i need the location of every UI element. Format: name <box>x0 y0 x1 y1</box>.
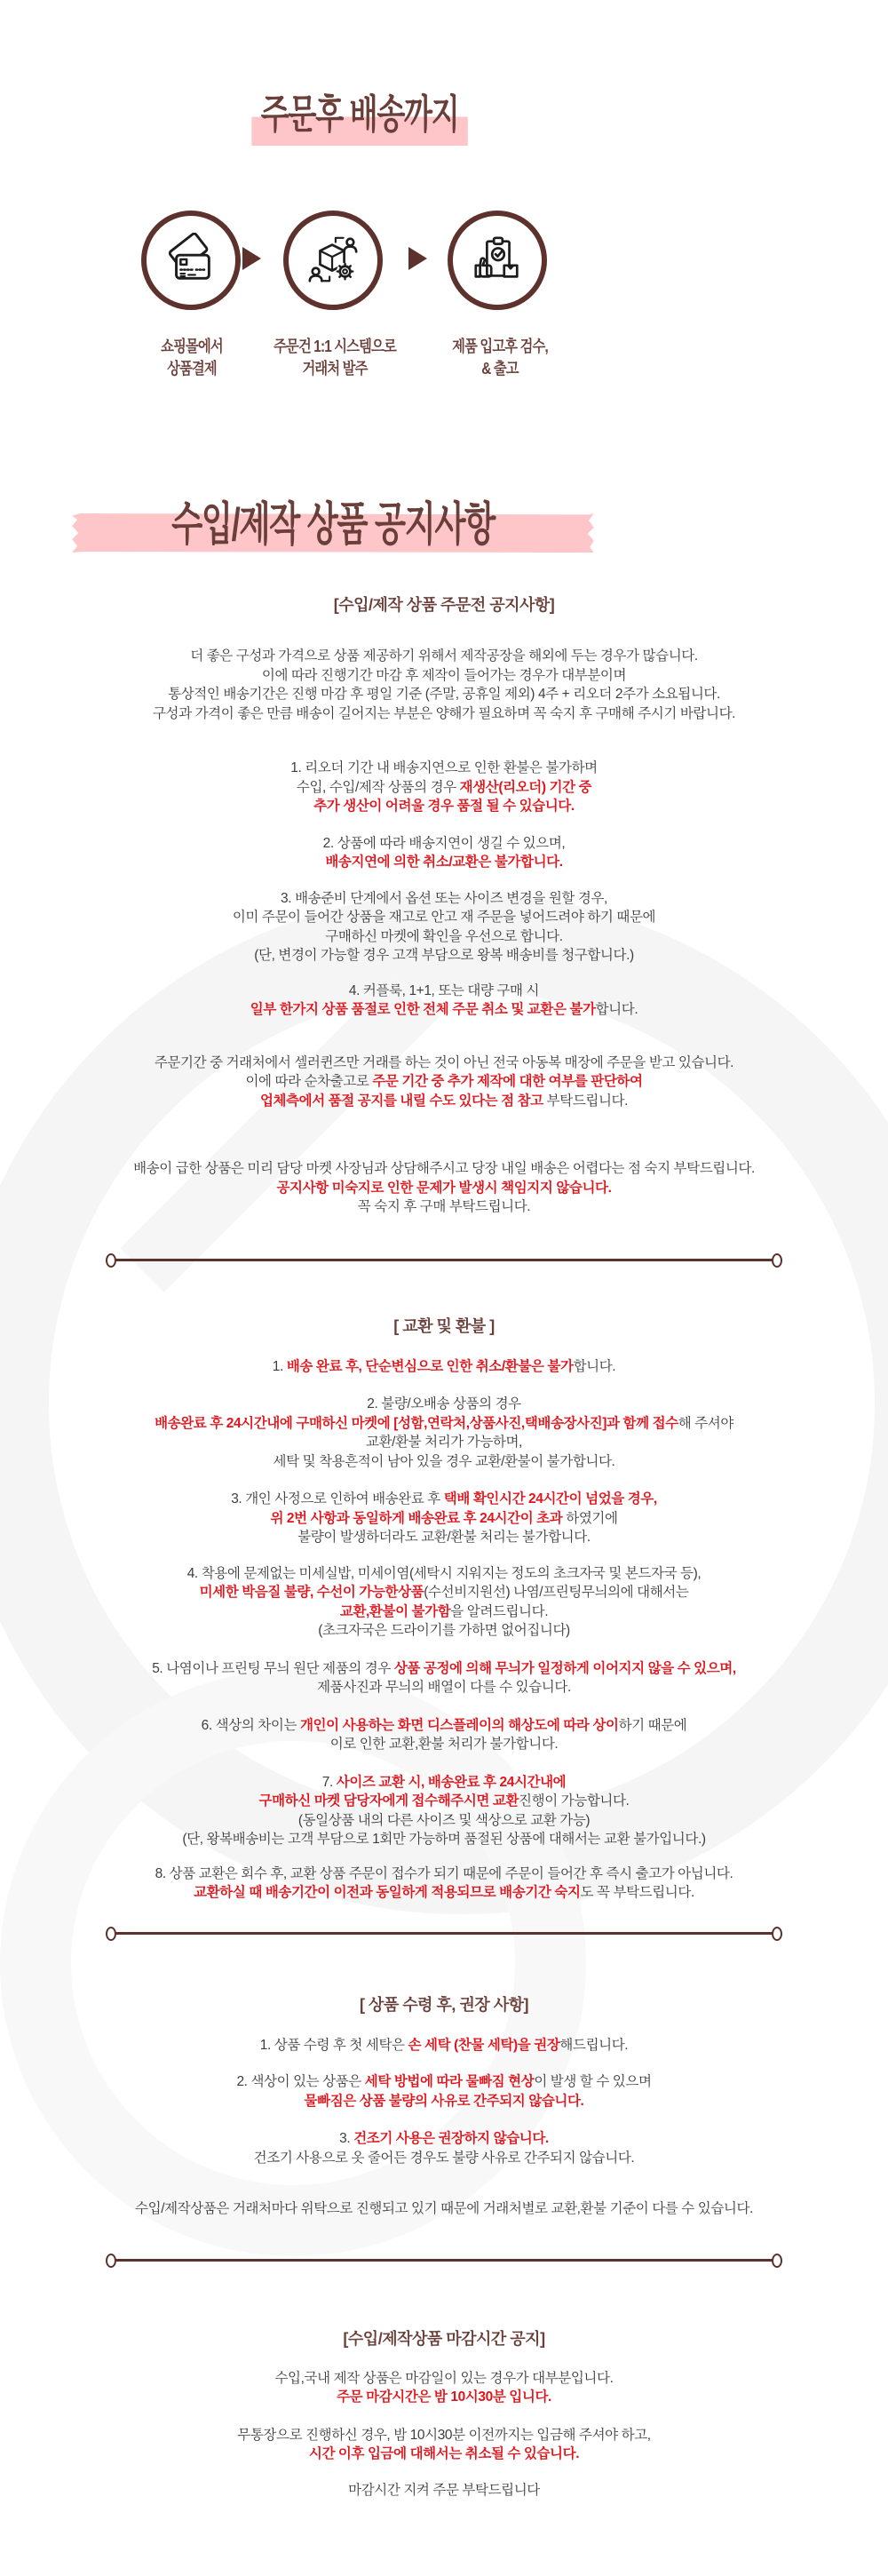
text-line <box>53 666 835 686</box>
alert-text-run: 배송완료 후 24시간내에 구매하신 마켓에 [성함,연락처,상품사진,택배송장사진]과 함께 접수 <box>155 1415 678 1431</box>
text-line <box>53 1159 835 1179</box>
text-run: 불량이 발생하더라도 교환/환불 처리는 불가합니다. <box>297 1530 591 1545</box>
text-line <box>53 685 835 704</box>
text-block <box>53 2199 835 2219</box>
text-line <box>53 1583 835 1602</box>
text-run: 제품사진과 무늬의 배열이 다를 수 있습니다. <box>317 1680 571 1695</box>
text-line <box>53 1735 835 1754</box>
divider-line <box>115 2259 773 2262</box>
divider-ring-icon <box>772 2254 782 2268</box>
text-line <box>53 2481 835 2500</box>
notice-banner-title <box>102 487 564 553</box>
divider-line <box>115 1259 773 1261</box>
divider-line <box>115 1932 773 1935</box>
text-line <box>53 2426 835 2445</box>
text-line <box>53 2199 835 2219</box>
notice-banner-text: 수입/제작 상품 공지사항 <box>171 499 495 551</box>
text-run: 이로 인한 교환,환불 처리가 불가합니다. <box>329 1737 559 1752</box>
text-block <box>53 2481 835 2500</box>
alert-text-run: 미세한 박음질 불량, 수선이 가능한상품 <box>199 1585 424 1600</box>
text-run: 4. 커플룩, 1+1, 또는 대량 구매 시 <box>348 982 540 998</box>
text-run: 7. <box>321 1774 337 1790</box>
text-run: 8. 상품 교환은 회수 후, 교환 상품 주문이 접수가 되기 때문에 주문이 들어간 후 즉시 출고가 아닙니다. <box>155 1865 733 1881</box>
step-label-line: 제품 입고후 검수, <box>452 338 548 355</box>
order-system-icon <box>305 233 361 288</box>
text-block <box>53 2129 835 2167</box>
text-block <box>53 1659 835 1697</box>
section-heading: [수입/제작상품 마감시간 공지] <box>343 2329 545 2348</box>
arrow-right-icon <box>408 247 427 270</box>
alert-text-run: 사이즈 교환 시, 배송완료 후 24시간내에 <box>336 1774 567 1790</box>
text-run: 4. 착용에 문제없는 미세실밥, 미세이염(세탁시 지워지는 정도의 초크자국 및 본드자국 등), <box>186 1565 702 1581</box>
step-label-line: 상품결제 <box>167 360 217 378</box>
text-run: (수선비지원선) 나염/프린팅무늬의에 대해서는 <box>424 1585 689 1600</box>
text-line <box>53 1414 835 1434</box>
text-line <box>53 2129 835 2149</box>
text-line <box>53 1197 835 1217</box>
text-run: 3. 배송준비 단계에서 옵션 또는 사이즈 변경을 원할 경우, <box>281 890 607 906</box>
alert-text-run: 물빠짐은 상품 불량의 사유로 간주되지 않습니다. <box>304 2093 584 2109</box>
text-line <box>53 1490 835 1509</box>
text-block <box>53 1490 835 1547</box>
text-run: (초크자국은 드라이기를 가하면 없어집니다) <box>318 1623 570 1638</box>
alert-text-run: 주문 마감시간은 밤 10시30분 입니다. <box>337 2389 551 2405</box>
text-run: 꼭 숙지 후 구매 부탁드립니다. <box>357 1199 531 1214</box>
text-line <box>53 1053 835 1073</box>
step-label-line: 거래처 발주 <box>302 360 368 378</box>
text-line <box>53 1883 835 1903</box>
text-run: 교환/환불 처리가 가능하며, <box>366 1435 522 1450</box>
alert-text-run: 세탁 방법에 따라 물빠짐 현상 <box>364 2074 535 2089</box>
notice-sections <box>53 595 835 2553</box>
alert-text-run: 공지사항 미숙지로 인한 문제가 발생시 책임지지 않습니다. <box>276 1180 612 1196</box>
step-label-line: 쇼핑몰에서 <box>161 338 223 355</box>
text-line <box>53 704 835 724</box>
text-line <box>53 1092 835 1111</box>
alert-text-run: 구매하신 마켓 담당자에게 접수해주시면 교환 <box>258 1793 519 1809</box>
alert-text-run: 추가 생산이 어려울 경우 품절 될 수 있습니다. <box>313 799 575 814</box>
text-run: 구매하신 마켓에 확인을 우선으로 합니다. <box>325 928 563 944</box>
text-line <box>53 1830 835 1849</box>
text-run: 하기 때문에 <box>618 1717 687 1733</box>
step-label-inspection <box>385 336 615 380</box>
text-line <box>53 1509 835 1529</box>
order-process-diagram <box>0 211 888 317</box>
text-run: 2. 상품에 따라 배송지연이 생길 수 있으며, <box>322 835 566 851</box>
alert-text-run: 손 세탁 (찬물 세탁)을 권장 <box>408 2037 560 2053</box>
text-line <box>53 2036 835 2055</box>
text-run: 1. 리오더 기간 내 배송지연으로 인한 환불은 불가하며 <box>290 760 598 775</box>
alert-text-run: 건조기 사용은 권장하지 않습니다. <box>353 2131 549 2146</box>
text-run: 3. <box>339 2131 354 2146</box>
text-block <box>53 1564 835 1641</box>
text-run: 주문기간 중 거래처에서 셀러퀸즈만 거래를 하는 것이 아닌 전국 아동복 매장에 주문을 받고 있습니다. <box>154 1054 734 1070</box>
text-line <box>53 834 835 854</box>
text-line <box>53 2388 835 2407</box>
text-run: 통상적인 배송기간은 진행 마감 후 평일 기준 (주말, 공휴일 제외) 4주 + 리오더 2주가 소요됩니다. <box>168 687 720 702</box>
section-divider <box>106 1254 782 1267</box>
alert-text-run: 택배 확인시간 24시간이 넘었을 경우, <box>443 1491 657 1507</box>
text-line <box>53 1678 835 1697</box>
text-block <box>53 889 835 966</box>
text-run: 더 좋은 구성과 가격으로 상품 제공하기 위해서 제작공장을 해외에 두는 경우가 많습니다. <box>190 648 698 664</box>
section-exchange-refund <box>53 1316 835 1940</box>
step-label-line: 주문건 1:1 시스템으로 <box>274 338 396 355</box>
text-run: 무통장으로 진행하신 경우, 밤 10시30분 이전까지는 입금해 주셔야 하고, <box>237 2427 651 2443</box>
text-line <box>53 1072 835 1092</box>
text-line <box>53 647 835 666</box>
text-line <box>53 1433 835 1452</box>
text-block <box>53 982 835 1020</box>
step-label-line: & 출고 <box>481 360 519 378</box>
text-run: 해 주셔야 <box>678 1415 733 1431</box>
alert-text-run: 개인이 사용하는 화면 디스플레이의 해상도에 따라 상이 <box>299 1717 619 1733</box>
package-inspection-icon <box>470 233 525 288</box>
text-run: 세탁 및 착용흔적이 남아 있을 경우 교환/환불이 불가합니다. <box>273 1453 615 1469</box>
text-block <box>53 2369 835 2407</box>
text-run: 6. 색상의 차이는 <box>201 1717 300 1733</box>
page-title <box>214 82 506 146</box>
text-line <box>53 1357 835 1377</box>
text-block <box>53 1716 835 1754</box>
text-line <box>53 797 835 816</box>
text-block <box>53 2426 835 2464</box>
step-payment-circle <box>141 211 241 310</box>
text-line <box>53 908 835 927</box>
text-line <box>53 2445 835 2464</box>
text-block <box>53 1864 835 1903</box>
text-line <box>53 1452 835 1472</box>
text-line <box>53 1773 835 1793</box>
text-run: 해드립니다. <box>559 2037 629 2053</box>
text-line <box>53 1864 835 1884</box>
text-line <box>53 889 835 909</box>
text-line <box>53 2072 835 2092</box>
text-line <box>53 1811 835 1831</box>
text-line <box>53 778 835 798</box>
section-divider <box>106 2254 782 2267</box>
text-block <box>53 1159 835 1217</box>
text-run: (단, 변경이 가능할 경우 고객 부담으로 왕복 배송비를 청구합니다.) <box>254 948 634 963</box>
step-order-circle <box>283 211 383 310</box>
text-block <box>53 2072 835 2111</box>
alert-text-run: 일부 한가지 상품 품절로 인한 전체 주문 취소 및 교환은 불가 <box>250 1002 596 1017</box>
divider-ring-icon <box>772 1927 782 1941</box>
text-run: 1. 상품 수령 후 첫 세탁은 <box>259 2037 408 2053</box>
text-run: 건조기 사용으로 옷 줄어든 경우도 불량 사유로 간주되지 않습니다. <box>253 2150 635 2166</box>
alert-text-run: 시간 이후 입금에 대해서는 취소될 수 있습니다. <box>308 2446 580 2461</box>
page-title-text: 주문후 배송까지 <box>251 82 467 146</box>
text-run: 진행이 가능합니다. <box>519 1793 630 1809</box>
text-run: 이에 따라 진행기간 마감 후 제작이 들어가는 경우가 대부분이며 <box>261 667 627 683</box>
alert-text-run: 상품 공정에 의해 무늬가 일정하게 이어지지 않을 수 있으며, <box>393 1660 736 1676</box>
text-line <box>53 982 835 1001</box>
text-run: 배송이 급한 상품은 미리 담당 마켓 사장님과 상담해주시고 당장 내일 배송은 어렵다는 점 숙지 부탁드립니다. <box>133 1161 755 1176</box>
text-line <box>53 1179 835 1198</box>
text-line <box>53 1602 835 1622</box>
alert-text-run: 교환하실 때 배송기간이 이전과 동일하게 적용되므로 배송기간 숙지 <box>194 1885 581 1900</box>
hero <box>0 0 888 586</box>
text-run: 수입, 수입/제작 상품의 경우 <box>296 779 460 795</box>
text-line <box>53 946 835 966</box>
text-line <box>53 1000 835 1020</box>
alert-text-run: 배송 완료 후, 단순변심으로 인한 취소/환불은 불가 <box>286 1358 574 1374</box>
text-line <box>53 1621 835 1641</box>
text-block <box>53 2036 835 2055</box>
section-divider <box>106 1928 782 1940</box>
text-line <box>53 2369 835 2389</box>
text-run: 합니다. <box>573 1358 616 1374</box>
text-run: 구성과 가격이 좋은 만큼 배송이 길어지는 부분은 양해가 필요하며 꼭 숙지 후 구매해 주시기 바랍니다. <box>152 705 736 721</box>
alert-text-run: 배송지연에 의한 취소/교환은 불가합니다. <box>325 855 563 870</box>
text-line <box>53 1564 835 1584</box>
text-run: 1. <box>272 1358 287 1374</box>
text-line <box>53 1792 835 1811</box>
text-block <box>53 1395 835 1471</box>
arrow-right-icon <box>242 247 261 270</box>
text-block <box>53 1357 835 1377</box>
text-block <box>53 1053 835 1111</box>
text-block <box>53 647 835 723</box>
text-run: 마감시간 지켜 주문 부탁드립니다 <box>348 2482 540 2498</box>
text-run: 도 꼭 부탁드립니다. <box>580 1885 694 1900</box>
divider-ring-icon <box>772 1253 782 1268</box>
section-heading: [ 교환 및 환불 ] <box>393 1316 495 1335</box>
text-run: 하였기에 <box>566 1510 618 1526</box>
section-heading: [수입/제작 상품 주문전 공지사항] <box>333 596 555 614</box>
text-run: 수입,국내 제작 상품은 마감일이 있는 경우가 대부분입니다. <box>274 2370 614 2386</box>
text-run: 이 발생 할 수 있으며 <box>534 2074 652 2089</box>
section-pre-order-notice <box>53 595 835 1267</box>
text-line <box>53 927 835 947</box>
text-run: 2. 불량/오배송 상품의 경우 <box>367 1396 521 1411</box>
text-run: 이미 주문이 들어간 상품을 재고로 안고 재 주문을 넣어드려야 하기 때문에 <box>232 910 656 925</box>
text-run: (동일상품 내의 다른 사이즈 및 색상으로 교환 가능) <box>297 1812 591 1828</box>
alert-text-run: 주문 기간 중 추가 제작에 대한 여부를 판단하여 <box>372 1074 643 1089</box>
text-line <box>53 1395 835 1414</box>
text-run: 5. 나염이나 프린팅 무늬 원단 제품의 경우 <box>152 1660 394 1676</box>
section-heading: [ 상품 수령 후, 권장 사항] <box>360 1995 528 2014</box>
section-deadline-notice <box>53 2329 835 2500</box>
text-run: 부탁드립니다. <box>546 1093 629 1109</box>
alert-text-run: 교환,환불이 불가함 <box>339 1603 451 1619</box>
text-line <box>53 1716 835 1736</box>
text-line <box>53 1528 835 1547</box>
alert-text-run: 업체측에서 품절 공지를 내릴 수도 있다는 점 참고 <box>259 1093 547 1109</box>
text-run: 수입/제작상품은 거래처마다 위탁으로 진행되고 있기 때문에 거래처별로 교환,환불 기준이 다를 수 있습니다. <box>135 2201 753 2216</box>
text-run: 2. 색상이 있는 상품은 <box>236 2074 365 2089</box>
text-line <box>53 853 835 872</box>
text-line <box>53 2092 835 2111</box>
text-line <box>53 759 835 778</box>
alert-text-run: 재생산(리오더) 기간 중 <box>459 779 592 795</box>
text-block <box>53 1773 835 1849</box>
text-run: 3. 개인 사정으로 인하여 배송완료 후 <box>231 1491 444 1507</box>
text-line <box>53 2149 835 2168</box>
credit-card-icon <box>163 233 218 288</box>
section-after-receipt-recommendations <box>53 1995 835 2267</box>
text-line <box>53 1659 835 1679</box>
text-run: 을 알려드립니다. <box>450 1603 549 1619</box>
step-inspection-circle <box>448 211 547 310</box>
text-run: 합니다. <box>595 1002 638 1017</box>
text-run: 이에 따라 순차출고로 <box>245 1074 373 1089</box>
text-block <box>53 759 835 816</box>
alert-text-run: 위 2번 사항과 동일하게 배송완료 후 24시간이 초과 <box>270 1510 567 1526</box>
text-run: (단, 왕복배송비는 고객 부담으로 1회만 가능하며 품절된 상품에 대해서는 교환 불가입니다.) <box>182 1832 706 1847</box>
text-block <box>53 834 835 872</box>
